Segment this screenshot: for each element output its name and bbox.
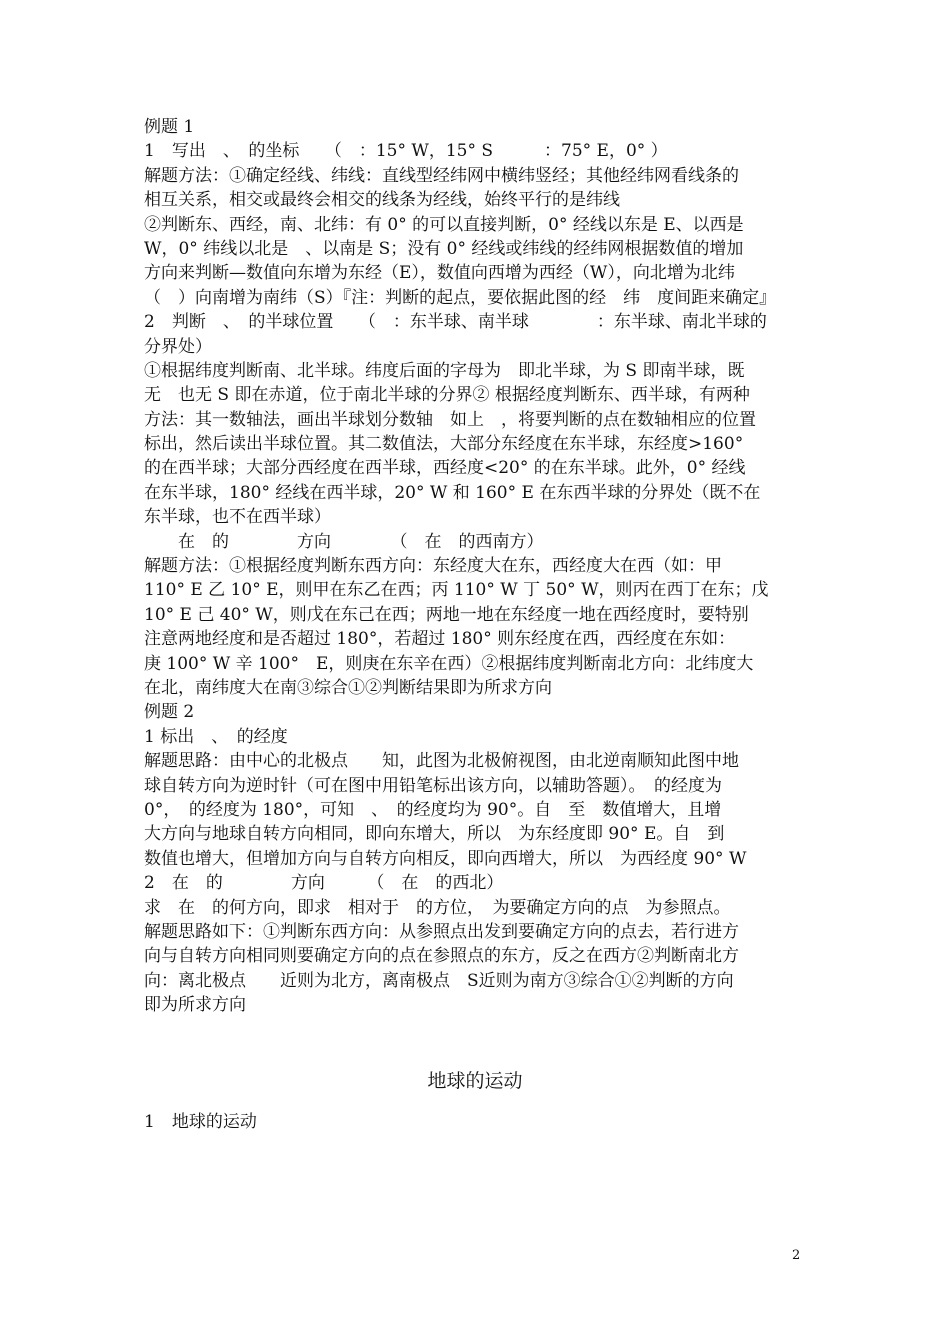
text-line: 的在西半球；大部分西经度在西半球，西经度<20° 的在东半球。此外，0° 经线 [144,458,746,479]
text-line: 求 在 的何方向，即求 相对于 的方位， 为要确定方向的点 为参照点。 [144,897,731,918]
text-line: 解题思路如下：①判断东西方向：从参照点出发到要确定方向的点去，若行进方 [144,921,739,942]
text-line: 在东半球，180° 经线在西半球，20° W 和 160° E 在东西半球的分界处（既不在 [144,482,761,503]
text-line: 方向来判断—数值向东增为东经（E），数值向西增为西经（W），向北增为北纬 [144,263,735,284]
sub-heading: 1 地球的运动 [144,1112,257,1132]
text-line: 方法：其一数轴法，画出半球划分数轴 如上 ，将要判断的点在数轴相应的位置 [144,409,756,430]
text-line: 2 在 的 方向 （ 在 的西北） [144,873,504,894]
text-line: 110° E 乙 10° E，则甲在东乙在西；丙 110° W 丁 50° W，则丙在西丁在东；戊 [144,580,769,601]
text-line: W，0° 纬线以北是 、以南是 S；没有 0° 经线或纬线的经纬网根据数值的增加 [144,238,744,259]
text-line: 解题方法：①确定经线、纬线：直线型经纬网中横纬竖经；其他经纬网看线条的 [144,165,739,186]
text-line: 分界处） [144,336,212,357]
text-line: 10° E 己 40° W，则戊在东己在西；两地一地在东经度一地在西经度时，要特别 [144,604,749,625]
text-line: 1 写出 、 的坐标 （ ：15° W，15° S ：75° E，0° ） [144,141,668,162]
text-line: ②判断东、西经，南、北纬：有 0° 的可以直接判断，0° 经线以东是 E、以西是 [144,214,744,235]
text-line: 在北，南纬度大在南③综合①②判断结果即为所求方向 [144,677,552,698]
text-line: 例题 1 [144,117,195,137]
body-text [144,115,812,1017]
text-line: 大方向与地球自转方向相同，即向东增大，所以 为东经度即 90° E。自 到 [144,824,725,845]
text-line: 解题思路：由中心的北极点 知，此图为北极俯视图，由北逆南顺知此图中地 [144,751,739,772]
text-line: 数值也增大，但增加方向与自转方向相反，即向西增大，所以 为西经度 90° W [144,848,747,869]
text-line: 无 也无 S 即在赤道，位于南北半球的分界② 根据经度判断东、西半球，有两种 [144,385,750,406]
text-line: 解题方法：①根据经度判断东西方向：东经度大在东，西经度大在西（如：甲 [144,556,722,577]
text-line: 注意两地经度和是否超过 180°，若超过 180° 则东经度在西，西经度在东如： [144,629,736,650]
text-line: 即为所求方向 [144,995,246,1016]
text-line: 标出，然后读出半球位置。其二数值法，大部分东经度在东半球，东经度>160° [144,434,744,455]
text-line: 东半球，也不在西半球） [144,507,331,528]
text-line: 2 判断 、 的半球位置 （ ：东半球、南半球 ：东半球、南北半球的 [144,312,767,333]
text-line: 相互关系，相交或最终会相交的线条为经线，始终平行的是纬线 [144,190,620,211]
text-line: 0°， 的经度为 180°，可知 、 的经度均为 90°。自 至 数值增大，且增 [144,799,722,820]
text-line: 向：离北极点 近则为北方，离南极点 S近则为南方③综合①②判断的方向 [144,970,734,991]
text-line: ①根据纬度判断南、北半球。纬度后面的字母为 即北半球，为 S 即南半球，既 [144,360,745,381]
text-line: 在 的 方向 （ 在 的西南方） [144,531,544,552]
text-line: 例题 2 [144,702,195,723]
text-line: 球自转方向为逆时针（可在图中用铅笔标出该方向，以辅助答题）。 的经度为 [144,775,722,796]
text-line: 向与自转方向相同则要确定方向的点在参照点的东方，反之在西方②判断南北方 [144,946,739,967]
page-number: 2 [792,1248,801,1263]
text-line: 1 标出 、 的经度 [144,726,288,747]
text-line: （ ）向南增为南纬（S）『注：判断的起点，要依据此图的经 纬 度间距来确定』 [144,287,777,308]
section-title: 地球的运动 [427,1070,523,1092]
text-line: 庚 100° W 辛 100° E，则庚在东辛在西）②根据纬度判断南北方向：北纬度大 [144,653,754,674]
